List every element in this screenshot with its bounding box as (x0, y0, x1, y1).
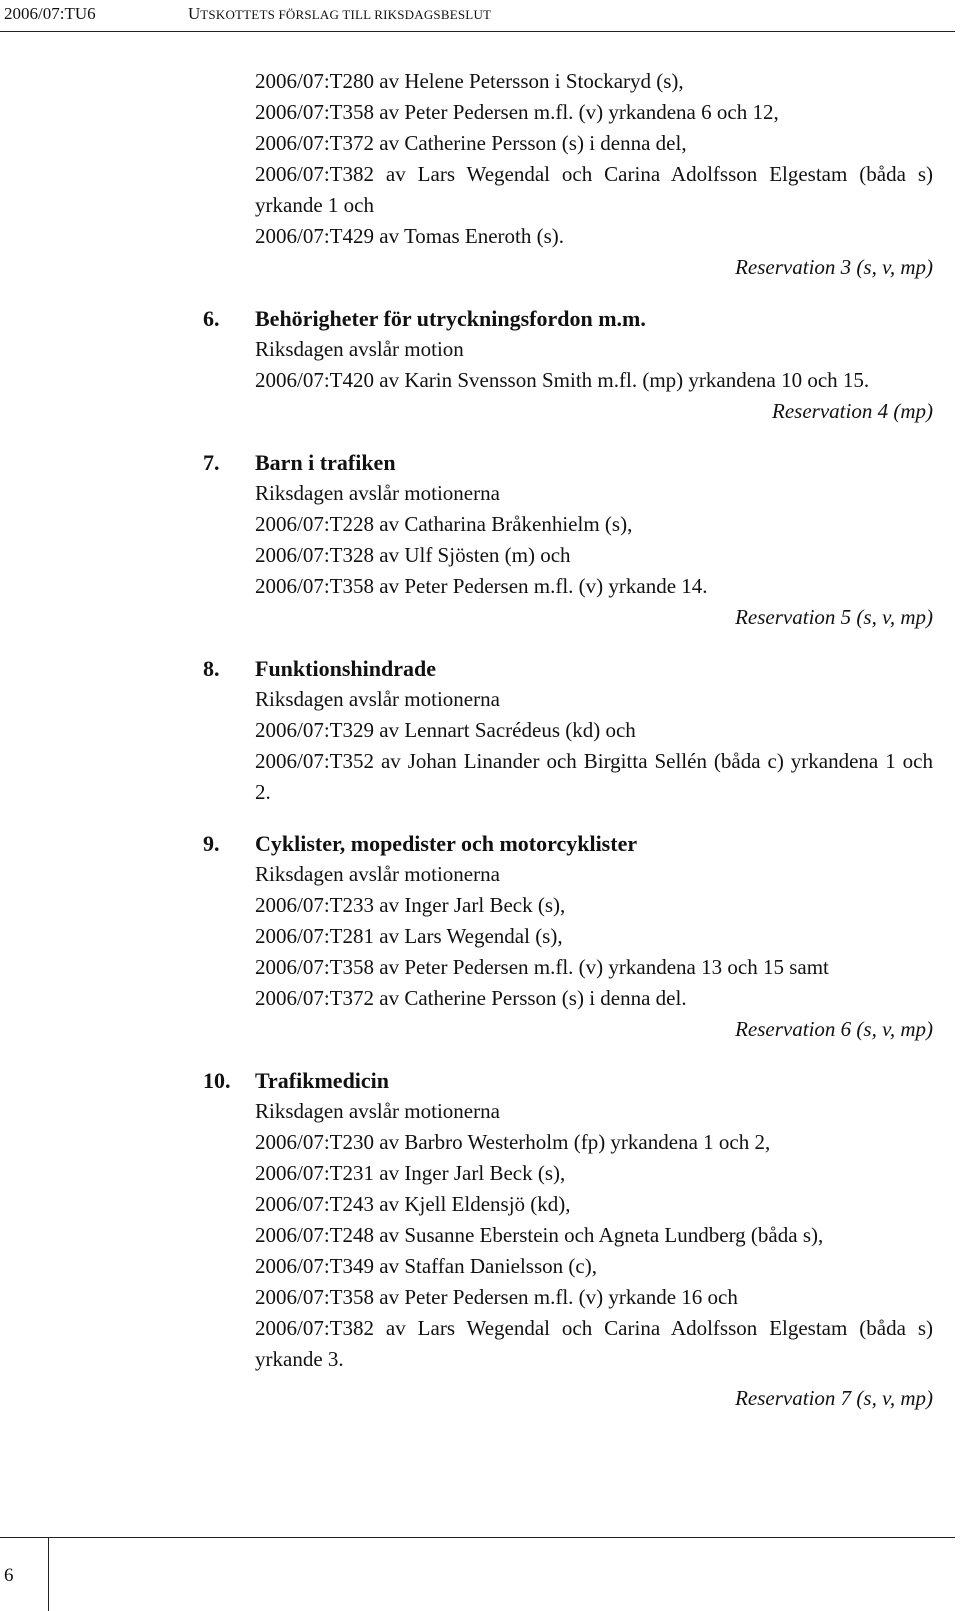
section-title: Trafikmedicin (255, 1068, 390, 1093)
section-6 (203, 303, 933, 427)
document-title-rest: TSKOTTETS FÖRSLAG TILL RIKSDAGSBESLUT (200, 7, 492, 22)
reservation-note: Reservation 7 (s, v, mp) (735, 1386, 933, 1410)
motion-line: 2006/07:T349 av Staffan Danielsson (c), (255, 1254, 597, 1278)
motion-line: 2006/07:T372 av Catherine Persson (s) i denna del. (255, 986, 687, 1010)
page-footer (0, 1537, 960, 1611)
motion-line: 2006/07:T328 av Ulf Sjösten (m) och (255, 543, 571, 567)
section-heading (203, 828, 933, 859)
section-9 (203, 828, 933, 1045)
section-10 (203, 1065, 933, 1414)
section-title: Cyklister, mopedister och motorcyklister (255, 831, 638, 856)
page-header (0, 0, 960, 30)
decision-text: Riksdagen avslår motionerna (255, 1099, 500, 1123)
motion-line: 2006/07:T382 av Lars Wegendal och Carina Adolfsson Elgestam (båda s) yrkande 1 och (255, 162, 933, 217)
decision-text: Riksdagen avslår motionerna (255, 481, 500, 505)
section-heading (203, 447, 933, 478)
motion-line: 2006/07:T352 av Johan Linander och Birgitta Sellén (båda c) yrkandena 1 och 2. (255, 749, 933, 804)
motion-line: 2006/07:T248 av Susanne Eberstein och Agneta Lundberg (båda s), (255, 1223, 824, 1247)
section-7 (203, 447, 933, 633)
section-heading (203, 303, 933, 334)
reservation-note: Reservation 5 (s, v, mp) (735, 605, 933, 629)
section-heading (203, 653, 933, 684)
motion-line: 2006/07:T231 av Inger Jarl Beck (s), (255, 1161, 566, 1185)
motion-line: 2006/07:T230 av Barbro Westerholm (fp) yrkandena 1 och 2, (255, 1130, 771, 1154)
motion-line: 2006/07:T358 av Peter Pedersen m.fl. (v) yrkandena 6 och 12, (255, 100, 779, 124)
section-title: Behörigheter för utryckningsfordon m.m. (255, 306, 646, 331)
reservation-note: Reservation 3 (s, v, mp) (735, 255, 933, 279)
section-heading (203, 1065, 933, 1096)
motion-line: 2006/07:T429 av Tomas Eneroth (s). (255, 224, 565, 248)
motion-line: 2006/07:T329 av Lennart Sacrédeus (kd) och (255, 718, 636, 742)
intro-block (255, 66, 933, 283)
decision-text: Riksdagen avslår motionerna (255, 687, 500, 711)
header-rule (0, 31, 955, 32)
section-title: Barn i trafiken (255, 450, 396, 475)
motion-line: 2006/07:T358 av Peter Pedersen m.fl. (v) yrkande 14. (255, 574, 708, 598)
motion-line: 2006/07:T243 av Kjell Eldensjö (kd), (255, 1192, 571, 1216)
motion-line: 2006/07:T280 av Helene Petersson i Stockaryd (s), (255, 69, 684, 93)
footer-divider (48, 1537, 49, 1611)
motion-line: 2006/07:T420 av Karin Svensson Smith m.fl. (mp) yrkandena 10 och 15. (255, 368, 870, 392)
page-number: 6 (4, 1565, 14, 1586)
motion-line: 2006/07:T372 av Catherine Persson (s) i denna del, (255, 131, 687, 155)
section-8 (203, 653, 933, 808)
reservation-note: Reservation 4 (mp) (772, 399, 933, 423)
footer-rule (0, 1537, 955, 1538)
document-body (203, 66, 933, 1414)
document-id: 2006/07:TU6 (4, 4, 96, 23)
motion-line: 2006/07:T382 av Lars Wegendal och Carina Adolfsson Elgestam (båda s) yrkande 3. (255, 1316, 933, 1371)
decision-text: Riksdagen avslår motionerna (255, 862, 500, 886)
motion-line: 2006/07:T233 av Inger Jarl Beck (s), (255, 893, 566, 917)
section-number: 6. (203, 306, 220, 331)
motion-line: 2006/07:T358 av Peter Pedersen m.fl. (v) yrkandena 13 och 15 samt (255, 955, 829, 979)
section-title: Funktionshindrade (255, 656, 436, 681)
section-number: 7. (203, 450, 220, 475)
motion-line: 2006/07:T228 av Catharina Bråkenhielm (s), (255, 512, 633, 536)
section-number: 8. (203, 656, 220, 681)
decision-text: Riksdagen avslår motion (255, 337, 464, 361)
section-number: 10. (203, 1068, 231, 1093)
section-number: 9. (203, 831, 220, 856)
reservation-note: Reservation 6 (s, v, mp) (735, 1017, 933, 1041)
motion-line: 2006/07:T358 av Peter Pedersen m.fl. (v) yrkande 16 och (255, 1285, 738, 1309)
motion-line: 2006/07:T281 av Lars Wegendal (s), (255, 924, 563, 948)
document-title (188, 4, 491, 24)
document-title-initial: U (188, 4, 201, 23)
